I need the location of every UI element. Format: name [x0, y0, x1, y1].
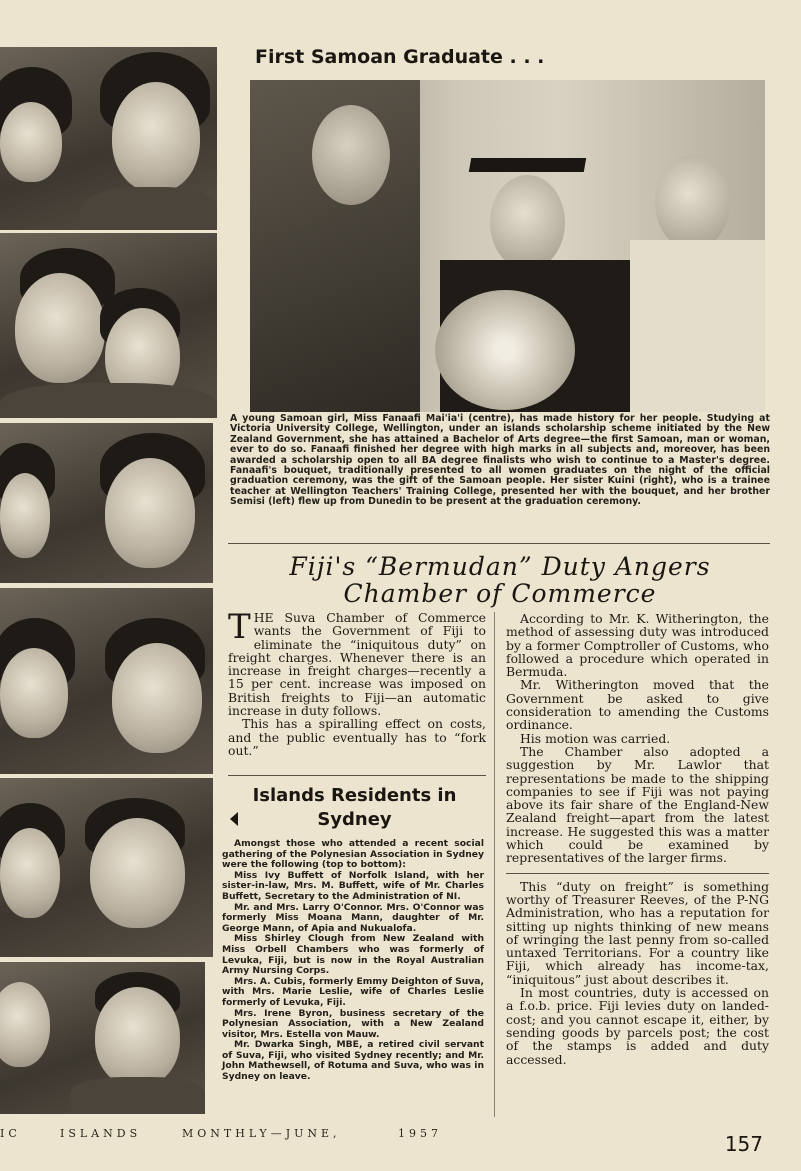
islands-title-line2: Sydney	[317, 809, 392, 830]
drop-cap: T	[228, 607, 251, 647]
islands-text	[222, 839, 484, 1083]
footer-magazine-month: MONTHLY—JUNE,	[182, 1127, 341, 1140]
article-left-column	[228, 607, 486, 758]
page-number: 157	[724, 1132, 763, 1156]
mortarboard	[469, 158, 586, 172]
photo-buffett	[0, 47, 217, 230]
islands-paragraph: Amongst those who attended a recent social gathering of the Polynesian Association in Sydney were the following (top to bottom):	[222, 838, 484, 871]
article-right-column	[506, 612, 769, 1066]
divider	[506, 873, 769, 874]
graduation-caption: A young Samoan girl, Miss Fanaafi Mai'ia'i (centre), has made history for her people. Studying at Victoria University College, Wellington, under an islands scholarship scheme initiated by the New Zealand Government, she has attained a Bachelor of Arts degree—the first Samoan, man or woman, ever to do so. Fanaafi finished her degree with high marks in all subjects and, moreover, has been awarded a scholarship open to all BA degree finalists who wish to continue to a Master's degree. Fanaafi's bouquet, traditionally presented to all women graduates on the night of the official graduation ceremony, was the gift of the Samoan people. Her sister Kuini (right), who is a trainee teacher at Wellington Teachers' Training College, presented her with the bouquet, and her brother Semisi (left) flew up from Dunedin to be present at the graduation ceremony.	[230, 413, 770, 508]
article-paragraph: This has a spiralling effect on costs, and the public eventually has to “fork out.”	[228, 716, 486, 758]
photo-clough	[0, 423, 213, 583]
graduate-heading: First Samoan Graduate . . .	[255, 46, 545, 68]
islands-title-line1: Islands Residents in	[252, 785, 457, 806]
islands-paragraph: Mr. Dwarka Singh, MBE, a retired civil servant of Suva, Fiji, who visited Sydney recently; and Mr. John Mathewsell, of Rotuma and Suva, who was in Sydney on leave.	[222, 1039, 484, 1083]
column-divider	[494, 612, 495, 1117]
arrow-left-icon	[230, 812, 238, 826]
photo-cubis	[0, 588, 213, 774]
photo-byron	[0, 778, 213, 957]
divider	[228, 543, 770, 544]
article-paragraph: According to Mr. K. Witherington, the method of assessing duty was introduced by a former Comptroller of Customs, who followed a procedure which operated in Bermuda.	[506, 611, 769, 680]
divider	[228, 775, 486, 776]
article-paragraph: This “duty on freight” is something worthy of Treasurer Reeves, of the P-NG Administration, who has a reputation for sitting up nights thinking of new means of wringing the last penny from so-called untaxed Territorians. For a country like Fiji, which already has income-tax, “iniquitous” just about describes it.	[506, 878, 769, 987]
article-paragraph: HE Suva Chamber of Commerce wants the Government of Fiji to eliminate the “iniquitous duty” on freight charges. Whenever there is an increase in freight charges—recently a 15 per cent. increase was imposed on British freights to Fiji—an automatic increase in duty follows.	[228, 610, 486, 719]
islands-paragraph: Miss Ivy Buffett of Norfolk Island, with her sister-in-law, Mrs. M. Buffett, wife of Mr. Charles Buffett, Secretary to the Administration of NI.	[222, 869, 484, 902]
bouquet	[435, 290, 575, 410]
photo-oconnor	[0, 233, 217, 418]
footer-magazine-islands: ISLANDS	[60, 1127, 142, 1140]
graduation-photo	[250, 80, 765, 412]
footer-magazine-fragment: IC	[0, 1127, 21, 1140]
islands-title	[232, 784, 477, 832]
article-paragraph: In most countries, duty is accessed on a f.o.b. price. Fiji levies duty on landed-cost; and you cannot escape it, either, by sending goods by parcels post; the cost of the stamps is added and duty accessed.	[506, 985, 769, 1067]
page-footer	[0, 1125, 801, 1145]
islands-paragraph: Miss Shirley Clough from New Zealand with Miss Orbell Chambers who was formerly of Levuka, Fiji, but is now in the Royal Australian Army Nursing Corps.	[222, 933, 484, 977]
article-paragraph: His motion was carried.	[520, 730, 671, 746]
article-paragraph: Mr. Witherington moved that the Government be asked to give consideration to amending the Customs ordinance.	[506, 677, 769, 733]
article-headline: Fiji's “Bermudan” Duty Angers Chamber of Commerce	[289, 552, 711, 608]
photo-singh	[0, 962, 205, 1114]
islands-paragraph: Mrs. A. Cubis, formerly Emmy Deighton of Suva, with Mrs. Marie Leslie, wife of Charles Leslie formerly of Levuka, Fiji.	[222, 975, 485, 1008]
islands-paragraph: Mr. and Mrs. Larry O'Connor. Mrs. O'Connor was formerly Miss Moana Mann, daughter of Mr. George Mann, of Apia and Nukualofa.	[222, 901, 484, 934]
article-paragraph: The Chamber also adopted a suggestion by Mr. Lawlor that representations be made to the shipping companies to see if Fiji was not paying above its fair share of the England-New Zealand freight—apart from the latest increase. He suggested this was a matter which could be examined by representatives of the larger firms.	[506, 743, 769, 866]
islands-paragraph: Mrs. Irene Byron, business secretary of the Polynesian Association, with a New Zealand visitor, Mrs. Estella von Mauw.	[222, 1007, 484, 1040]
footer-year: 1957	[398, 1127, 442, 1140]
